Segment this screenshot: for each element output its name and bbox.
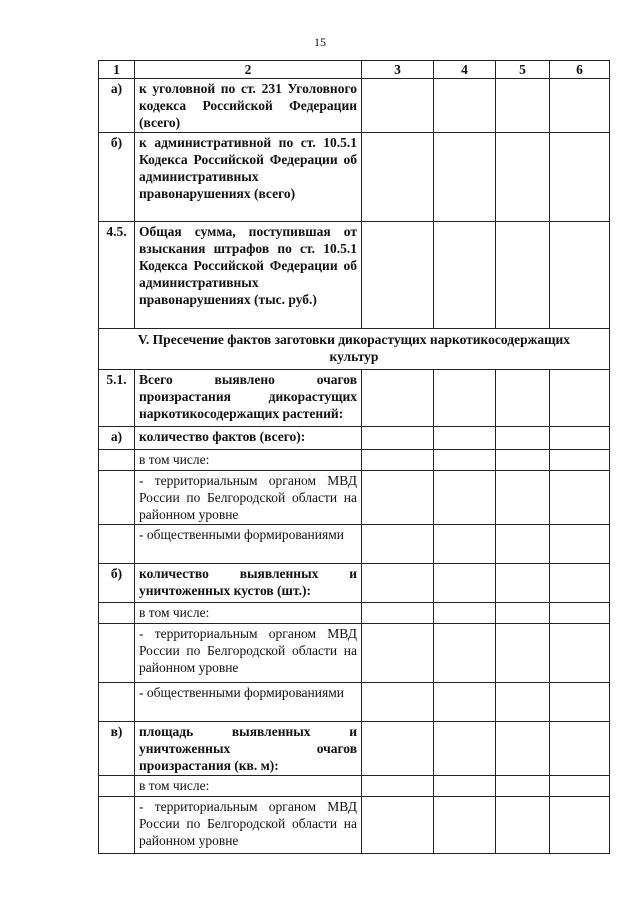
value-cell	[550, 133, 610, 222]
value-cell	[434, 564, 496, 603]
value-cell	[434, 222, 496, 329]
value-cell	[362, 525, 434, 564]
value-cell	[434, 722, 496, 776]
value-cell	[550, 427, 610, 450]
value-cell	[362, 427, 434, 450]
value-cell	[362, 564, 434, 603]
row-label: в том числе:	[135, 603, 362, 624]
table-row	[99, 683, 610, 722]
table-row	[99, 797, 610, 854]
row-number	[99, 471, 135, 525]
value-cell	[362, 222, 434, 329]
row-label: площадь выявленных и уничтоженных очагов произрастания (кв. м):	[135, 722, 362, 776]
value-cell	[434, 133, 496, 222]
page-number: 15	[314, 35, 326, 49]
table-row	[99, 603, 610, 624]
value-cell	[496, 797, 550, 854]
value-cell	[496, 133, 550, 222]
value-cell	[496, 564, 550, 603]
value-cell	[496, 427, 550, 450]
column-header: 4	[434, 61, 496, 79]
row-number	[99, 624, 135, 683]
column-header: 5	[496, 61, 550, 79]
value-cell	[496, 603, 550, 624]
row-number	[99, 776, 135, 797]
row-number: в)	[99, 722, 135, 776]
value-cell	[434, 683, 496, 722]
value-cell	[496, 222, 550, 329]
section-title: V. Пресечение фактов заготовки дикорастущих наркотикосодержащих культур	[99, 329, 610, 370]
row-number	[99, 683, 135, 722]
value-cell	[496, 79, 550, 133]
value-cell	[550, 222, 610, 329]
value-cell	[362, 450, 434, 471]
value-cell	[550, 624, 610, 683]
table-row	[99, 564, 610, 603]
row-label: - территориальным органом МВД России по Белгородской области на районном уровне	[135, 624, 362, 683]
value-cell	[550, 471, 610, 525]
table-row	[99, 471, 610, 525]
row-label: - общественными формированиями	[135, 683, 362, 722]
value-cell	[362, 683, 434, 722]
table-row	[99, 525, 610, 564]
row-label: в том числе:	[135, 776, 362, 797]
value-cell	[550, 722, 610, 776]
value-cell	[434, 797, 496, 854]
section-row	[99, 329, 610, 370]
value-cell	[362, 624, 434, 683]
row-number: а)	[99, 427, 135, 450]
row-label: - общественными формированиями	[135, 525, 362, 564]
row-label: - территориальным органом МВД России по Белгородской области на районном уровне	[135, 471, 362, 525]
row-label: к уголовной по ст. 231 Уголовного кодекса Российской Федерации (всего)	[135, 79, 362, 133]
value-cell	[362, 603, 434, 624]
value-cell	[362, 79, 434, 133]
row-number: а)	[99, 79, 135, 133]
table-row	[99, 722, 610, 776]
row-label: - территориальным органом МВД России по Белгородской области на районном уровне	[135, 797, 362, 854]
column-header: 3	[362, 61, 434, 79]
row-number	[99, 797, 135, 854]
table-row	[99, 624, 610, 683]
table-row	[99, 370, 610, 427]
row-label: количество фактов (всего):	[135, 427, 362, 450]
header-row	[99, 61, 610, 79]
value-cell	[496, 450, 550, 471]
value-cell	[434, 776, 496, 797]
value-cell	[550, 564, 610, 603]
report-table	[98, 60, 610, 854]
row-number	[99, 450, 135, 471]
value-cell	[550, 776, 610, 797]
value-cell	[496, 525, 550, 564]
value-cell	[550, 370, 610, 427]
row-number: 4.5.	[99, 222, 135, 329]
value-cell	[496, 624, 550, 683]
value-cell	[496, 722, 550, 776]
table-row	[99, 133, 610, 222]
value-cell	[434, 525, 496, 564]
row-label: в том числе:	[135, 450, 362, 471]
value-cell	[434, 624, 496, 683]
value-cell	[434, 370, 496, 427]
column-header: 6	[550, 61, 610, 79]
column-header: 2	[135, 61, 362, 79]
table-row	[99, 222, 610, 329]
row-label: количество выявленных и уничтоженных кустов (шт.):	[135, 564, 362, 603]
value-cell	[434, 603, 496, 624]
table-row	[99, 450, 610, 471]
value-cell	[550, 603, 610, 624]
value-cell	[362, 370, 434, 427]
value-cell	[434, 79, 496, 133]
value-cell	[496, 683, 550, 722]
value-cell	[362, 776, 434, 797]
row-number: б)	[99, 564, 135, 603]
table-row	[99, 776, 610, 797]
value-cell	[362, 722, 434, 776]
row-number: б)	[99, 133, 135, 222]
value-cell	[362, 133, 434, 222]
value-cell	[362, 471, 434, 525]
row-label: Общая сумма, поступившая от взыскания штрафов по ст. 10.5.1 Кодекса Российской Федерации об административных правонарушениях (тыс. руб.)	[135, 222, 362, 329]
table-row	[99, 427, 610, 450]
value-cell	[496, 471, 550, 525]
value-cell	[434, 450, 496, 471]
row-number	[99, 603, 135, 624]
value-cell	[550, 797, 610, 854]
row-number: 5.1.	[99, 370, 135, 427]
value-cell	[496, 776, 550, 797]
value-cell	[434, 471, 496, 525]
column-header: 1	[99, 61, 135, 79]
value-cell	[496, 370, 550, 427]
table-row	[99, 79, 610, 133]
row-label: Всего выявлено очагов произрастания дикорастущих наркотикосодержащих растений:	[135, 370, 362, 427]
value-cell	[550, 525, 610, 564]
value-cell	[550, 450, 610, 471]
row-number	[99, 525, 135, 564]
value-cell	[362, 797, 434, 854]
value-cell	[434, 427, 496, 450]
value-cell	[550, 683, 610, 722]
row-label: к административной по ст. 10.5.1 Кодекса Российской Федерации об административных правонарушениях (всего)	[135, 133, 362, 222]
value-cell	[550, 79, 610, 133]
